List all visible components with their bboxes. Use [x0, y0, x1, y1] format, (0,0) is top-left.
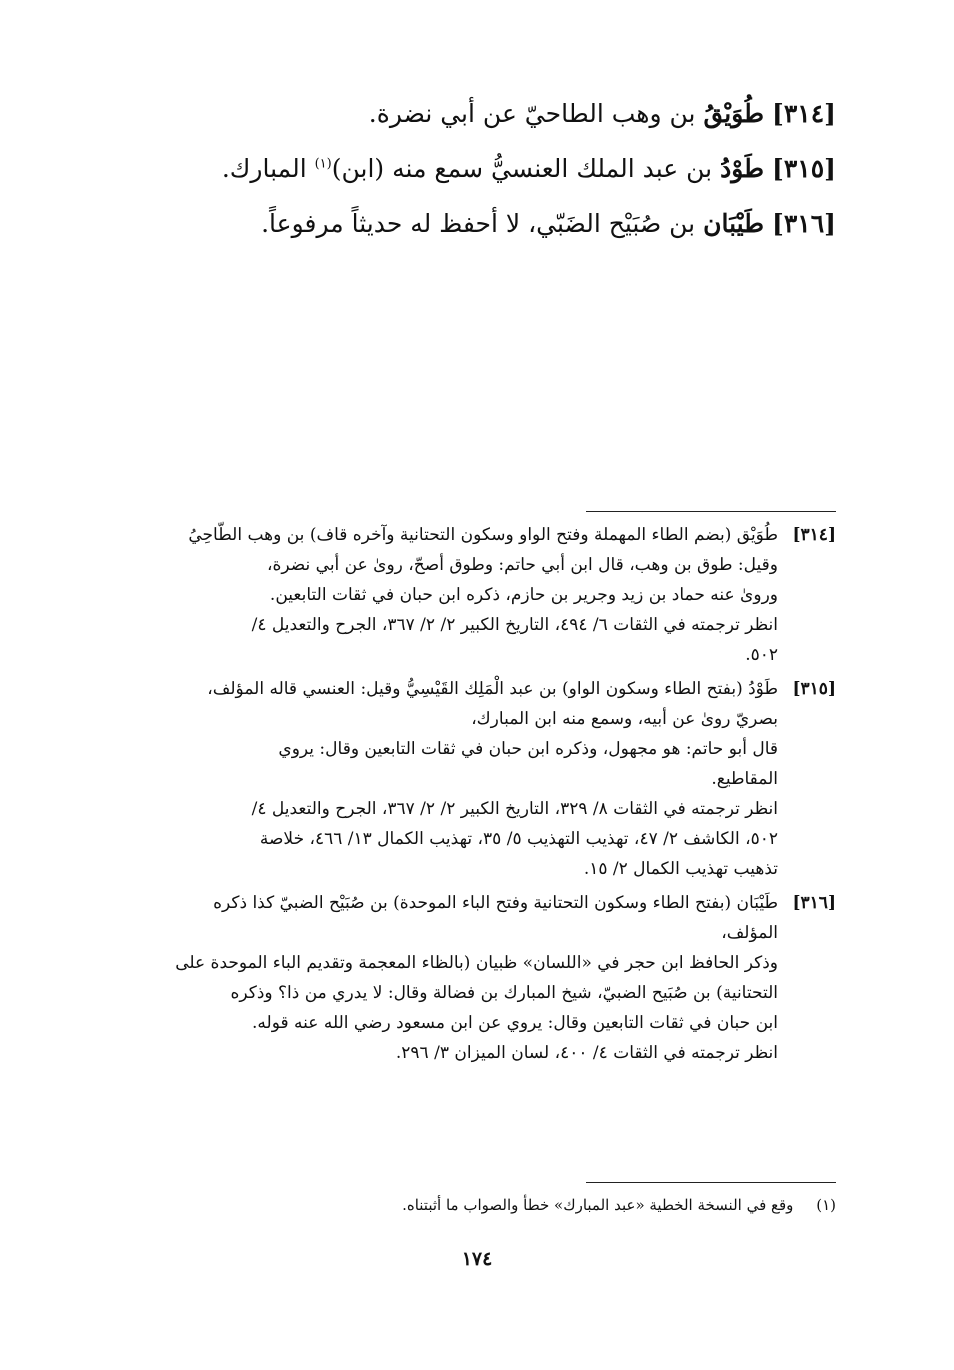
main-entries: [136, 86, 836, 251]
note-315: [114, 674, 836, 884]
note-line: طَيْبَان (بفتح الطاء وسكون التحتانية وفتح الباء الموحدة) بن صُبَيْح الضبيّ كذا ذكره: [213, 893, 778, 913]
note-line: وذكر الحافظ ابن حجر في «اللسان» ظبيان (بالظاء المعجمة وتقديم الباء الموحدة على: [175, 953, 778, 973]
entry-text: بن عبد الملك العنسيُّ سمع منه (ابن): [331, 154, 713, 183]
note-line: بصريّ روىٰ عن أبيه، وسمع منه ابن المبارك،: [471, 709, 778, 729]
note-line: طَوْدُ (بفتح الطاء وسكون الواو) بن عبد الْمَلِك القَيْسِيُّ وقيل: العنسي قاله المؤلف،: [207, 679, 778, 699]
note-line: طُوَيْق (بضم الطاء المهملة وفتح الواو وسكون التحتانية وآخره قاف) بن وهب الطّاحِيُ: [188, 525, 778, 545]
note-line: وروىٰ عنه حماد بن زيد وجرير بن حازم، ذكره ابن حبان في ثقات التابعين.: [269, 585, 778, 605]
note-line: المقاطيع.: [711, 769, 778, 789]
note-line: انظر ترجمته في الثقات ٨/ ٣٢٩، التاريخ الكبير ٢/ ٢/ ٣٦٧، الجرح والتعديل ٤/: [251, 799, 778, 819]
footnote-text: وقع في النسخة الخطية «عبد المبارك» خطأ والصواب ما أثبتناه.: [402, 1196, 794, 1214]
notes-divider: [586, 511, 836, 512]
entry-number: [٣١٤]: [772, 99, 836, 128]
note-line: انظر ترجمته في الثقات ٤/ ٤٠٠، لسان الميزان ٣/ ٢٩٦.: [395, 1043, 778, 1063]
entry-number: [٣١٥]: [772, 154, 836, 183]
note-line: ٥٠٢.: [745, 645, 778, 665]
note-line: قال أبو حاتم: هو مجهول، وذكره ابن حبان في ثقات التابعين وقال: يروي: [278, 739, 778, 759]
note-line: تذهيب تهذيب الكمال ٢/ ١٥.: [583, 859, 778, 879]
entry-text: بن صُبَيْح الضَبّي، لا أحفظ له حديثاً مرفوعاً.: [261, 209, 696, 238]
note-line: ٥٠٢، الكاشف ٢/ ٤٧، تهذيب التهذيب ٥/ ٣٥، تهذيب الكمال ١٣/ ٤٦٦، خلاصة: [259, 829, 778, 849]
note-line: المؤلف،: [721, 923, 778, 943]
note-line: ابن حبان في ثقات التابعين وقال: يروي عن ابن مسعود رضي الله عنه قوله.: [252, 1013, 778, 1033]
note-314: [114, 520, 836, 670]
entry-name: طَوْدُ: [720, 154, 765, 183]
note-line: وقيل: طوق بن وهب، قال ابن أبي حاتم: وطوق أصحّ، روىٰ عن أبي نضرة،: [267, 555, 778, 575]
entry-text-continued: المبارك.: [221, 154, 315, 183]
note-line: التحتانية) بن صُبَيح الضبيّ، شيخ المبارك بن فضالة وقال: لا يدري من ذا؟ وذكره: [230, 983, 778, 1003]
entry-number: [٣١٦]: [772, 209, 836, 238]
note-number: [٣١٤]: [792, 525, 836, 545]
footnote-reference[interactable]: (١): [314, 156, 332, 172]
entry-315: [136, 141, 836, 196]
entry-text: بن وهب الطاحيّ عن أبي نضرة.: [368, 99, 696, 128]
entry-name: طُوَيْقُ: [703, 99, 765, 128]
commentary-notes: [114, 520, 836, 1072]
note-line: انظر ترجمته في الثقات ٦/ ٤٩٤، التاريخ الكبير ٢/ ٢/ ٣٦٧، الجرح والتعديل ٤/: [251, 615, 778, 635]
footnote-number: (١): [816, 1196, 836, 1214]
note-number: [٣١٦]: [792, 893, 836, 913]
entry-314: [136, 86, 836, 141]
entry-316: [136, 196, 836, 251]
note-number: [٣١٥]: [792, 679, 836, 699]
page-number: ١٧٤: [461, 1248, 493, 1270]
note-316: [114, 888, 836, 1068]
footnote: [116, 1192, 836, 1218]
entry-name: طَيْبَان: [703, 209, 765, 238]
footnote-divider: [586, 1182, 836, 1183]
